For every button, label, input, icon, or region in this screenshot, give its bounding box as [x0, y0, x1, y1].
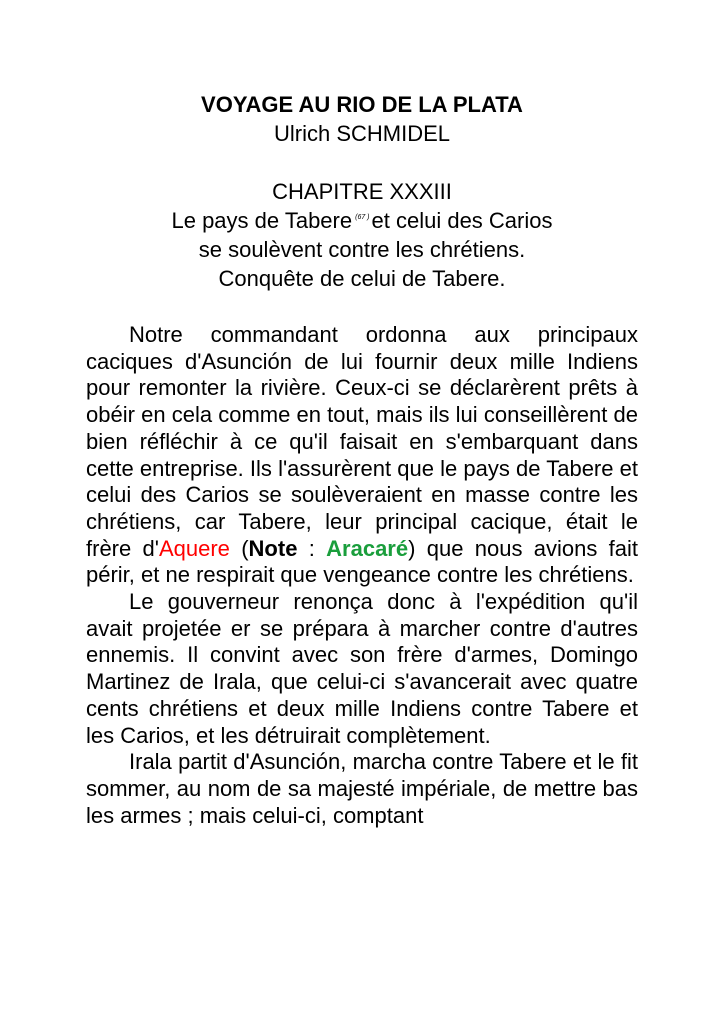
note-label: Note: [248, 535, 298, 561]
paragraph-text: :: [297, 535, 327, 561]
title-block: [86, 90, 638, 293]
chapter-number: CHAPITRE XXXIII: [272, 179, 452, 204]
author-name: Ulrich SCHMIDEL: [273, 121, 451, 146]
document-page: [86, 90, 638, 829]
paragraph-text: Notre commandant ordonna aux principaux caciques d'Asunción de lui fournir deux mille Indiens pour remonter la rivière. Ceux-ci se déclarèrent prêts à obéir en cela comme en tout, mais ils lui conseillèrent de bien réfléchir à ce qu'il faisait en s'embarquant dans cette entreprise. Ils l'assurèrent que le pays de Tabere et celui des Carios se soulèveraient en masse contre les chrétiens, car Tabere, leur principal cacique, était le frère d': [86, 322, 638, 561]
paragraph-text: (: [229, 535, 249, 561]
note-name: Aracaré: [326, 535, 409, 561]
footnote-reference[interactable]: (67 ): [355, 214, 370, 221]
chapter-title-line-1: [86, 206, 638, 235]
paragraph-1: [86, 322, 638, 589]
highlighted-name: Aquere: [158, 535, 230, 561]
paragraph-3: Irala partit d'Asunción, marcha contre Tabere et le fit sommer, au nom de sa majesté impériale, de mettre bas les armes ; mais celui-ci, comptant: [86, 749, 638, 828]
body-text: [86, 322, 638, 829]
chapter-title-line-2: se soulèvent contre les chrétiens.: [198, 237, 526, 262]
chapter-title-text: et celui des Carios: [371, 208, 553, 233]
paragraph-2: Le gouverneur renonça donc à l'expédition qu'il avait projetée er se prépara à marcher contre d'autres ennemis. Il convint avec son frère d'armes, Domingo Martinez de Irala, que celui-ci s'avancerait avec quatre cents chrétiens et deux mille Indiens contre Tabere et les Carios, et les détruirait complètement.: [86, 589, 638, 748]
chapter-title-line-3: Conquête de celui de Tabere.: [218, 266, 506, 291]
title-spacer: [86, 148, 638, 177]
paragraph-text: ) que nous avions fait périr, et ne respirait que vengeance contre les chrétiens.: [86, 535, 638, 588]
book-title: VOYAGE AU RIO DE LA PLATA: [201, 92, 523, 117]
chapter-title-text: Le pays de Tabere: [171, 208, 353, 233]
